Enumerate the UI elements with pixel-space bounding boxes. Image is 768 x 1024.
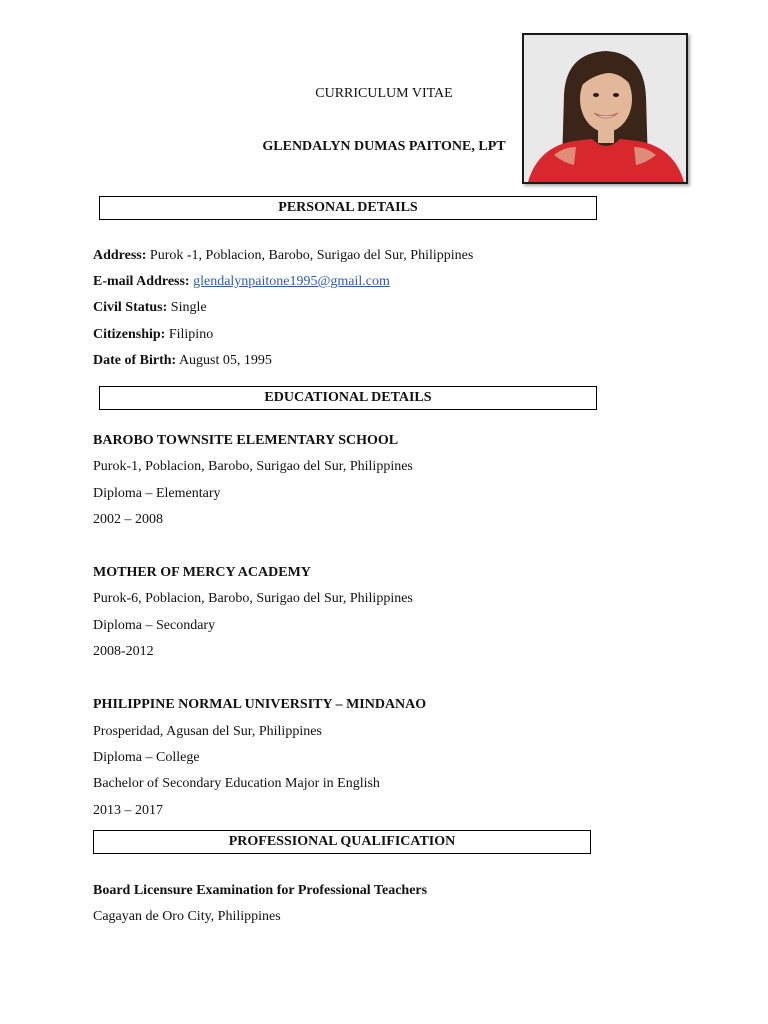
civil-status-label: Civil Status:	[93, 300, 168, 315]
school-diploma: Diploma – Secondary	[93, 618, 216, 633]
date-of-birth-value: August 05, 1995	[178, 353, 272, 368]
educational-details-heading: EDUCATIONAL DETAILS	[99, 386, 597, 410]
school-name: PHILIPPINE NORMAL UNIVERSITY – MINDANAO	[93, 697, 427, 712]
address-row	[93, 248, 473, 264]
citizenship-row	[93, 327, 213, 343]
licensure-exam-title: Board Licensure Examination for Professional Teachers	[93, 883, 428, 898]
document-title: CURRICULUM VITAE	[315, 86, 453, 101]
date-of-birth-label: Date of Birth:	[93, 353, 177, 368]
personal-details-heading: PERSONAL DETAILS	[99, 196, 597, 220]
address-value: Purok -1, Poblacion, Barobo, Surigao del Sur, Philippines	[149, 248, 474, 263]
email-label: E-mail Address:	[93, 274, 190, 289]
professional-qualification-heading: PROFESSIONAL QUALIFICATION	[93, 830, 591, 854]
date-of-birth-row	[93, 353, 272, 369]
school-address: Purok-1, Poblacion, Barobo, Surigao del Sur, Philippines	[93, 459, 413, 474]
address-label: Address:	[93, 248, 147, 263]
school-degree: Bachelor of Secondary Education Major in English	[93, 776, 380, 791]
applicant-name: GLENDALYN DUMAS PAITONE, LPT	[262, 139, 506, 154]
citizenship-label: Citizenship:	[93, 327, 166, 342]
school-name: MOTHER OF MERCY ACADEMY	[93, 565, 311, 580]
civil-status-value: Single	[170, 300, 207, 315]
school-name: BAROBO TOWNSITE ELEMENTARY SCHOOL	[93, 433, 399, 448]
school-years: 2008-2012	[93, 644, 154, 659]
licensure-exam-location: Cagayan de Oro City, Philippines	[93, 909, 281, 924]
profile-photo	[522, 33, 688, 184]
school-years: 2013 – 2017	[93, 803, 163, 818]
school-diploma: Diploma – College	[93, 750, 200, 765]
school-address: Purok-6, Poblacion, Barobo, Surigao del Sur, Philippines	[93, 591, 413, 606]
civil-status-row	[93, 300, 207, 316]
school-years: 2002 – 2008	[93, 512, 163, 527]
portrait-illustration	[524, 35, 686, 182]
citizenship-value: Filipino	[168, 327, 214, 342]
school-diploma: Diploma – Elementary	[93, 486, 221, 501]
email-row	[93, 274, 390, 290]
email-link[interactable]: glendalynpaitone1995@gmail.com	[193, 274, 390, 289]
school-address: Prosperidad, Agusan del Sur, Philippines	[93, 724, 322, 739]
